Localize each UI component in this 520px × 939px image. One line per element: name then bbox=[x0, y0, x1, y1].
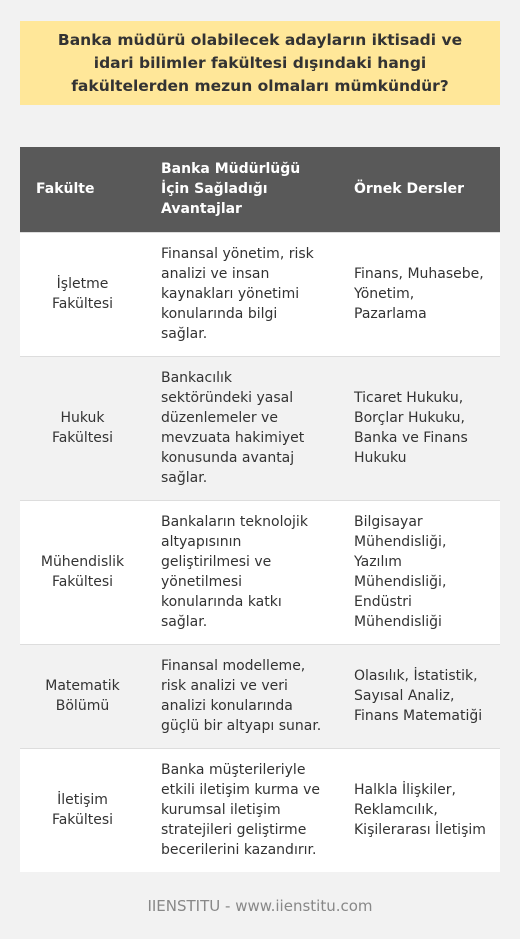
faculty-table bbox=[20, 147, 500, 872]
courses-cell: Bilgisayar Mühendisliği, Yazılım Mühendisliği, Endüstri Mühendisliği bbox=[338, 500, 500, 644]
table-row bbox=[20, 644, 500, 748]
courses-cell: Ticaret Hukuku, Borçlar Hukuku, Banka ve Finans Hukuku bbox=[338, 356, 500, 500]
faculty-cell: Matematik Bölümü bbox=[20, 644, 145, 748]
header-faculty: Fakülte bbox=[20, 147, 145, 232]
page-title: Banka müdürü olabilecek adayların iktisadi ve idari bilimler fakültesi dışındaki hangi fakültelerden mezun olmaları mümkündür? bbox=[20, 21, 500, 105]
table-row bbox=[20, 748, 500, 872]
advantages-cell: Bankaların teknolojik altyapısının geliştirilmesi ve yönetilmesi konularında katkı sağlar. bbox=[145, 500, 338, 644]
courses-cell: Halkla İlişkiler, Reklamcılık, Kişilerarası İletişim bbox=[338, 748, 500, 872]
faculty-cell: Mühendislik Fakültesi bbox=[20, 500, 145, 644]
header-courses: Örnek Dersler bbox=[338, 147, 500, 232]
table-row bbox=[20, 356, 500, 500]
header-row bbox=[20, 147, 500, 232]
faculty-cell: Hukuk Fakültesi bbox=[20, 356, 145, 500]
courses-cell: Finans, Muhasebe, Yönetim, Pazarlama bbox=[338, 232, 500, 356]
courses-cell: Olasılık, İstatistik, Sayısal Analiz, Finans Matematiği bbox=[338, 644, 500, 748]
header-advantages: Banka Müdürlüğü İçin Sağladığı Avantajlar bbox=[145, 147, 338, 232]
faculty-cell: İşletme Fakültesi bbox=[20, 232, 145, 356]
table-body bbox=[20, 232, 500, 872]
footer-credit: IIENSTITU - www.iienstitu.com bbox=[147, 897, 373, 915]
table-row bbox=[20, 500, 500, 644]
faculty-cell: İletişim Fakültesi bbox=[20, 748, 145, 872]
table-row bbox=[20, 232, 500, 356]
advantages-cell: Finansal modelleme, risk analizi ve veri analizi konularında güçlü bir altyapı sunar. bbox=[145, 644, 338, 748]
advantages-cell: Finansal yönetim, risk analizi ve insan kaynakları yönetimi konularında bilgi sağlar. bbox=[145, 232, 338, 356]
advantages-cell: Banka müşterileriyle etkili iletişim kurma ve kurumsal iletişim stratejileri geliştirme becerilerini kazandırır. bbox=[145, 748, 338, 872]
advantages-cell: Bankacılık sektöründeki yasal düzenlemeler ve mevzuata hakimiyet konusunda avantaj sağlar. bbox=[145, 356, 338, 500]
table-header bbox=[20, 147, 500, 232]
